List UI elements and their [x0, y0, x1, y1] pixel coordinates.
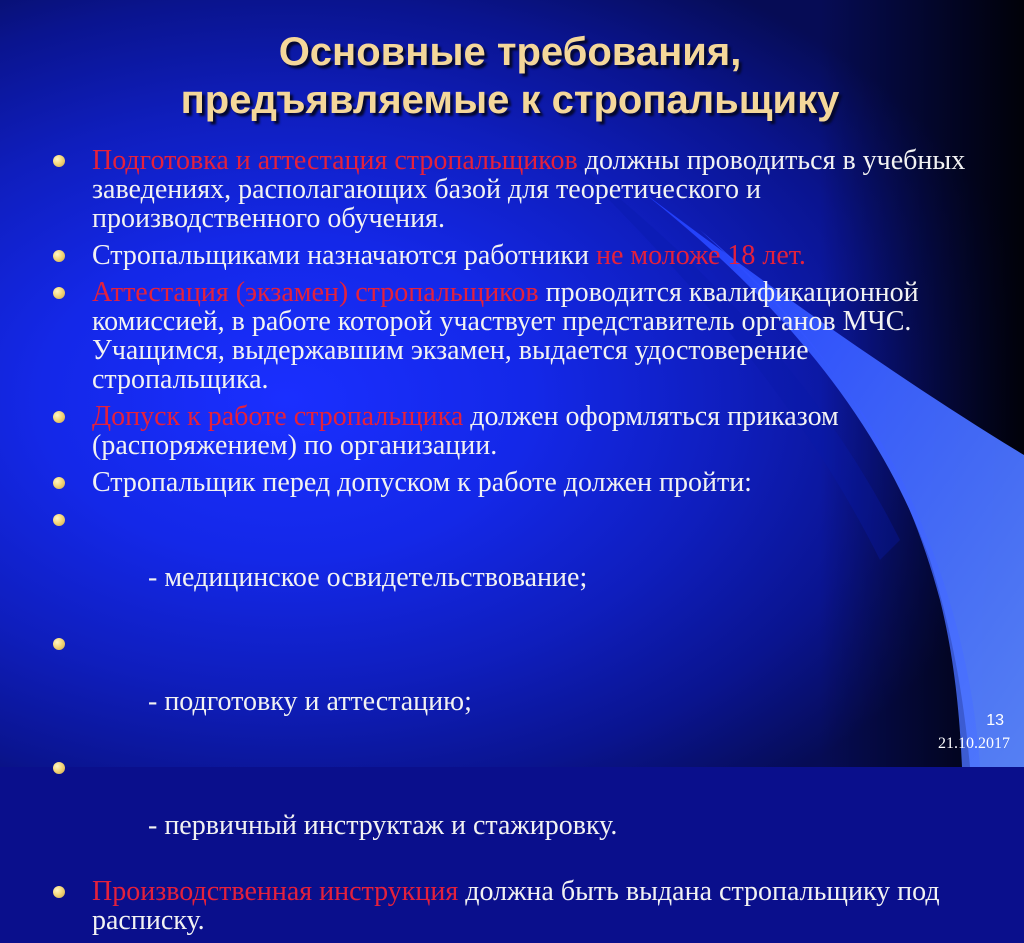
list-item [50, 146, 980, 233]
title-line-1: Основные требования, [278, 30, 742, 74]
item-text: должны проводиться в учебных заведениях, располагающих базой для теоретического и производственного обучения. [92, 145, 966, 234]
list-item [50, 402, 980, 460]
item-text: Стропальщиками назначаются работники [92, 240, 596, 271]
slide-number: 13 [986, 712, 1004, 729]
title-line-2: предъявляемые к стропальщику [180, 78, 840, 122]
list-item [50, 468, 980, 497]
item-text: должен оформляться приказом (распоряжением) по организации. [92, 401, 839, 461]
list-item [50, 241, 980, 270]
item-text: должна быть выдана стропальщику под расписку. [92, 876, 940, 936]
item-highlight-text: Подготовка и аттестация стропальщиков [92, 145, 578, 176]
bullet-icon [53, 155, 65, 167]
bullet-icon [53, 477, 65, 489]
list-item [50, 753, 980, 869]
bullet-icon [53, 886, 65, 898]
item-text: - медицинское освидетельствование; [134, 562, 588, 593]
bullet-icon [53, 638, 65, 650]
list-item [50, 877, 980, 935]
item-text: Стропальщик перед допуском к работе должен пройти: [92, 467, 752, 498]
bullet-list [50, 146, 980, 943]
bullet-icon [53, 250, 65, 262]
item-highlight-text: Производственная инструкция [92, 876, 459, 907]
item-text: - подготовку и аттестацию; [134, 686, 472, 717]
bullet-icon [53, 287, 65, 299]
item-highlight-text: не моложе 18 лет. [595, 240, 806, 271]
slide-date: 21.10.2017 [938, 735, 1010, 752]
list-item [50, 629, 980, 745]
item-text: проводится квалификационной комиссией, в работе которой участвует представитель органов МЧС. Учащимся, выдержавшим экзамен, выдается удостоверение стропальщика. [92, 277, 919, 395]
list-item [50, 278, 980, 394]
bullet-icon [53, 762, 65, 774]
bullet-icon [53, 514, 65, 526]
list-item [50, 505, 980, 621]
bullet-icon [53, 411, 65, 423]
item-highlight-text: Допуск к работе стропальщика [92, 401, 464, 432]
item-highlight-text: Аттестация (экзамен) стропальщиков [92, 277, 539, 308]
item-text: - первичный инструктаж и стажировку. [134, 810, 618, 841]
slide-title [90, 28, 930, 124]
